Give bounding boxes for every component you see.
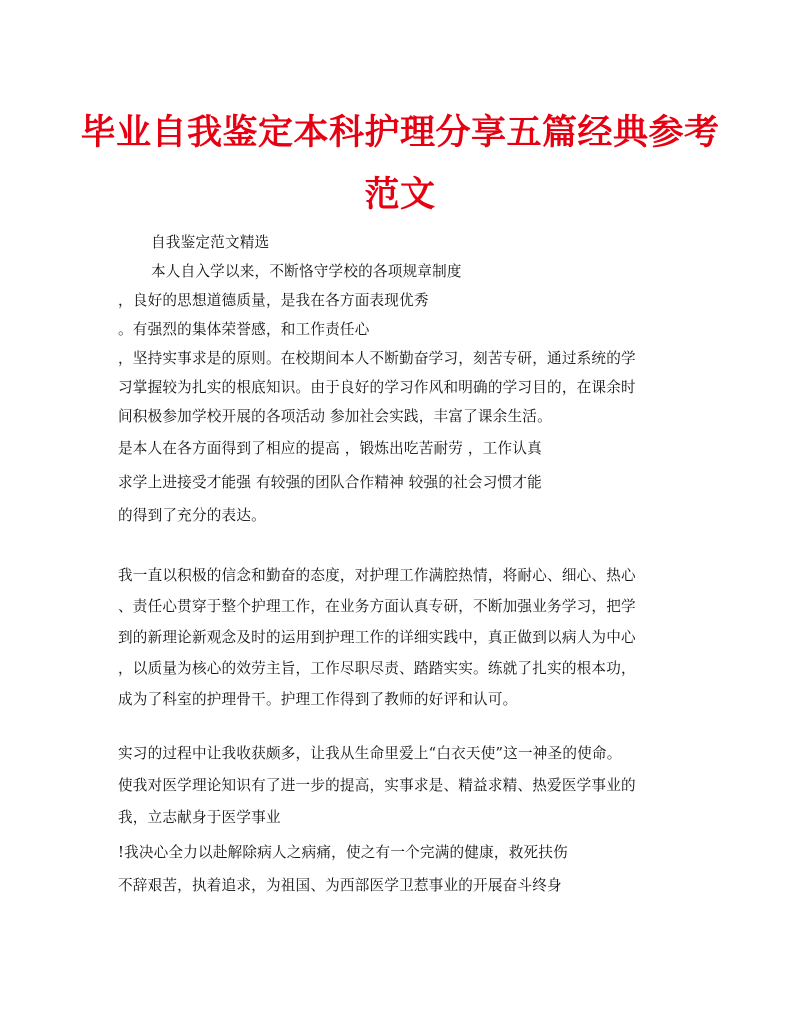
body-line: 自我鉴定范文精选 <box>151 234 270 251</box>
body-line: 本人自入学以来，不断恪守学校的各项规章制度 <box>151 263 462 280</box>
body-line: 间积极参加学校开展的各项活动 参加社会实践，丰富了课余生活。 <box>118 408 552 425</box>
body-line: ，良好的思想道德质量，是我在各方面表现优秀 <box>118 292 429 309</box>
body-line: 求学上进接受才能强 有较强的团队合作精神 较强的社会习惯才能 <box>118 474 542 491</box>
body-line: 使我对医学理论知识有了进一步的提高，实事求是、精益求精、热爱医学事业的 <box>118 777 636 794</box>
body-line: 我一直以积极的信念和勤奋的态度，对护理工作满腔热情，将耐心、细心、热心 <box>118 567 636 584</box>
body-line: 。有强烈的集体荣誉感，和工作责任心 <box>118 321 370 338</box>
body-line: ，坚持实事求是的原则。在校期间本人不断勤奋学习，刻苦专研，通过系统的学 <box>118 350 636 367</box>
body-line: 的得到了充分的表达。 <box>118 507 266 524</box>
body-line: 习掌握较为扎实的根底知识。由于良好的学习作风和明确的学习目的，在课余时 <box>118 379 636 396</box>
body-line: 到的新理论新观念及时的运用到护理工作的详细实践中，真正做到以病人为中心 <box>118 629 636 646</box>
body-line: ，以质量为核心的效劳主旨，工作尽职尽责、踏踏实实。练就了扎实的根本功， <box>118 660 636 677</box>
document-title-line-1: 毕业自我鉴定本科护理分享五篇经典参考 <box>80 113 720 153</box>
body-line: 我，立志献身于医学事业 <box>118 809 281 826</box>
body-line: !我决心全力以赴解除病人之病痛，使之有一个完满的健康，救死扶伤 <box>118 844 568 861</box>
body-line: 实习的过程中让我收获颇多，让我从生命里爱上“白衣天使”这一神圣的使命。 <box>118 745 622 762</box>
document-title-line-2: 范文 <box>364 175 436 215</box>
body-line: 成为了科室的护理骨干。护理工作得到了教师的好评和认可。 <box>118 691 518 708</box>
body-line: 、责任心贯穿于整个护理工作，在业务方面认真专研，不断加强业务学习，把学 <box>118 598 636 615</box>
body-line: 不辞艰苦，执着追求，为祖国、为西部医学卫惹事业的开展奋斗终身 <box>118 877 562 894</box>
body-line: 是本人在各方面得到了相应的提高 ，锻炼出吃苦耐劳 ，工作认真 <box>118 440 542 457</box>
